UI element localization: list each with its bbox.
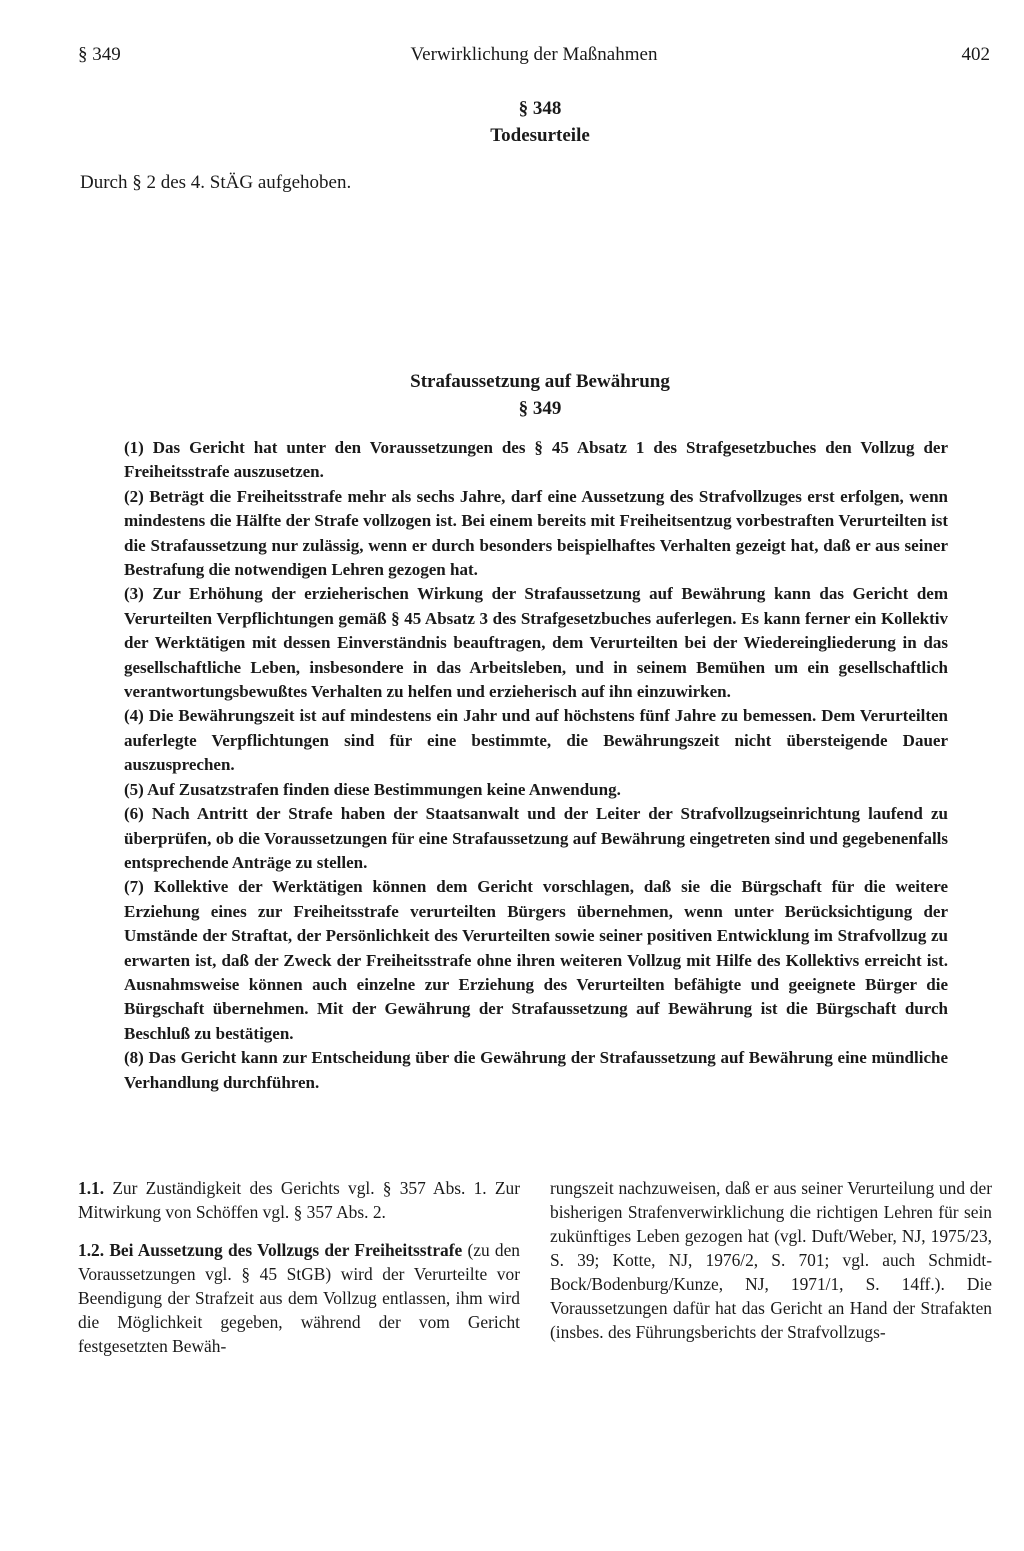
comment-1-2-lead: Bei Aussetzung des Vollzugs der Freiheitsstrafe bbox=[109, 1240, 463, 1260]
section-349-heading bbox=[0, 368, 1024, 422]
comment-1-2-number: 1.2. bbox=[78, 1240, 105, 1260]
section-349-body bbox=[124, 436, 948, 1095]
statute-paragraph-8: (8) Das Gericht kann zur Entscheidung über die Gewährung der Strafaussetzung auf Bewährung eine mündliche Verhandlung durchführen. bbox=[124, 1048, 948, 1092]
comment-1-1-number: 1.1. bbox=[78, 1178, 105, 1198]
header-section-ref: § 349 bbox=[78, 44, 121, 65]
comment-1-2-text: (zu den Voraussetzungen vgl. § 45 StGB) wird der Verurteilte vor Beendigung der Strafzeit aus dem Vollzug entlassen, ihm wird die Möglichkeit gegeben, während der vom Gericht festgesetzten Bewäh- bbox=[78, 1240, 520, 1356]
comment-1-2 bbox=[78, 1238, 520, 1358]
section-348-text: Durch § 2 des 4. StÄG aufgehoben. bbox=[80, 172, 352, 193]
header-title: Verwirklichung der Maßnahmen bbox=[410, 44, 658, 65]
statute-paragraph-6: (6) Nach Antritt der Strafe haben der Staatsanwalt und der Leiter der Strafvollzugseinrichtung laufend zu überprüfen, ob die Voraussetzungen für eine Strafaussetzung auf Bewährung eingetreten sind und gegebenenfalls entsprechende Anträge zu stellen. bbox=[124, 804, 948, 872]
statute-paragraph-7: (7) Kollektive der Werktätigen können dem Gericht vorschlagen, daß sie die Bürgschaft für die weitere Erziehung eines zur Freiheitsstrafe verurteilten Bürgers übernehmen, wenn unter Berücksichtigung der Umstände der Straftat, der Persönlichkeit des Verurteilten sowie seiner positiven Entwicklung im Strafvollzug zu erwarten ist, daß der Zweck der Freiheitsstrafe ohne ihren weiteren Vollzug mit Hilfe des Kollektivs erreicht ist. Ausnahmsweise können auch einzelne zur Erziehung des Verurteilten befähigte und geeignete Bürger die Bürgschaft übernehmen. Mit der Gewährung der Strafaussetzung auf Bewährung ist die Bürgschaft durch Beschluß zu bestätigen. bbox=[124, 877, 948, 1043]
running-header bbox=[78, 44, 990, 74]
section-348-heading bbox=[0, 95, 1024, 149]
comment-1-2-continuation: rungszeit nachzuweisen, daß er aus seiner Verurteilung und der bisherigen Strafenverwirklichung die richtigen Lehren für sein zukünftiges Leben gezogen hat (vgl. Duft/Weber, NJ, 1975/23, S. 39; Kotte, NJ, 1976/2, S. 701; vgl. auch Schmidt-Bock/Bodenburg/Kunze, NJ, 1971/1, S. 14ff.). Die Voraussetzungen dafür hat das Gericht an Hand der Strafakten (insbes. des Führungsberichts der Strafvollzugs- bbox=[550, 1178, 992, 1342]
statute-paragraph-2: (2) Beträgt die Freiheitsstrafe mehr als sechs Jahre, darf eine Aussetzung des Strafvollzuges erst erfolgen, wenn mindestens die Hälfte der Strafe vollzogen ist. Bei einem bereits mit Freiheitsentzug vorbestraften Verurteilten ist die Strafaussetzung nur zulässig, wenn er durch besonders beispielhaftes Verhalten gezeigt hat, daß er aus seiner Bestrafung die notwendigen Lehren gezogen hat. bbox=[124, 486, 948, 580]
statute-paragraph-4: (4) Die Bewährungszeit ist auf mindestens ein Jahr und auf höchstens fünf Jahre zu bemessen. Dem Verurteilten auferlegte Verpflichtungen sind für eine bestimmte, die Bewährungszeit nicht übersteigende Dauer auszusprechen. bbox=[124, 706, 948, 775]
section-348-number: § 348 bbox=[518, 98, 562, 119]
section-349-title: Strafaussetzung auf Bewährung bbox=[410, 371, 670, 392]
statute-paragraph-5: (5) Auf Zusatzstrafen finden diese Bestimmungen keine Anwendung. bbox=[124, 779, 621, 799]
section-349-number: § 349 bbox=[518, 398, 562, 419]
statute-paragraph-1: (1) Das Gericht hat unter den Voraussetzungen des § 45 Absatz 1 des Strafgesetzbuches den Vollzug der Freiheitsstrafe auszusetzen. bbox=[124, 438, 948, 482]
comment-1-1 bbox=[78, 1176, 520, 1224]
commentary-left-column bbox=[78, 1176, 520, 1372]
page-number: 402 bbox=[961, 44, 990, 65]
statute-paragraph-3: (3) Zur Erhöhung der erzieherischen Wirkung der Strafaussetzung auf Bewährung kann das Gericht dem Verurteilten Verpflichtungen gemäß § 45 Absatz 3 des Strafgesetzbuches auferlegen. Es kann ferner ein Kollektiv der Werktätigen mit dessen Einverständnis beauftragen, dem Verurteilten bei der Wiedereingliederung in das gesellschaftliche Leben, insbesondere in das Arbeitsleben, und in seinem Bemühen um ein gesellschaftlich verantwortungsbewußtes Verhalten zu helfen und erzieherisch auf ihn einzuwirken. bbox=[124, 584, 948, 702]
section-348-title: Todesurteile bbox=[490, 125, 590, 146]
comment-1-1-text: Zur Zuständigkeit des Gerichts vgl. § 357 Abs. 1. Zur Mitwirkung von Schöffen vgl. § 357 Abs. 2. bbox=[78, 1178, 520, 1222]
commentary-right-column bbox=[550, 1176, 992, 1358]
